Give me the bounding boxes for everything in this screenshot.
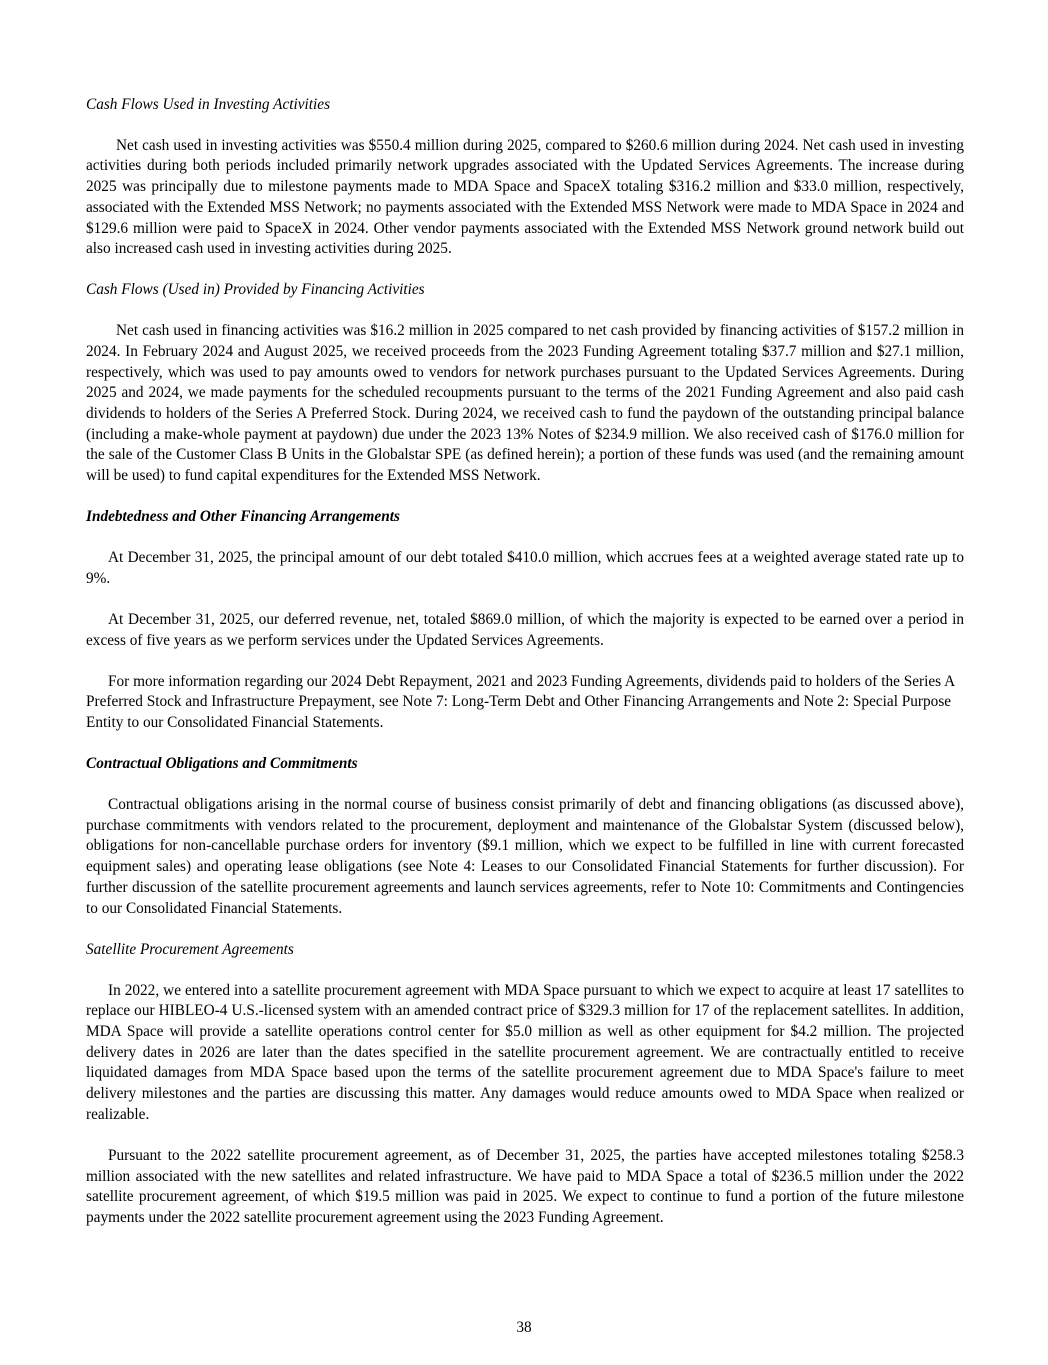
financing-heading: Cash Flows (Used in) Provided by Financing Activities (86, 281, 425, 299)
indebtedness-paragraph-1: At December 31, 2025, the principal amount of our debt totaled $410.0 million, which accrues fees at a weighted average stated rate up to 9%. (86, 548, 964, 587)
satellite-heading: Satellite Procurement Agreements (86, 940, 294, 958)
page-number: 38 (516, 1319, 532, 1336)
contractual-paragraph: Contractual obligations arising in the normal course of business consist primarily of debt and financing obligations (as discussed above), purchase commitments with vendors related to the procurement, deployment and maintenance of the Globalstar System (discussed below), obligations for non-cancellable purchase orders for inventory ($9.1 million, which we expect to be fulfilled in line with current forecasted equipment sales) and operating lease obligations (see Note 4: Leases to our Consolidated Financial Statements for further discussion). For further discussion of the satellite procurement agreements and launch services agreements, refer to Note 10: Commitments and Contingencies to our Consolidated Financial Statements. (86, 796, 964, 917)
indebtedness-heading: Indebtedness and Other Financing Arrangements (86, 508, 400, 526)
investing-heading: Cash Flows Used in Investing Activities (86, 96, 331, 113)
contractual-heading: Contractual Obligations and Commitments (86, 755, 358, 773)
indebtedness-paragraph-3: For more information regarding our 2024 Debt Repayment, 2021 and 2023 Funding Agreements, dividends paid to holders of the Series A Preferred Stock and Infrastructure Prepayment, see Note 7: Long-Term Debt and Other Financing Arrangements and Note 2: Special Purpose Entity to our Consolidated Financial Statements. (86, 672, 955, 732)
financing-paragraph: Net cash used in financing activities was $16.2 million in 2025 compared to net cash provided by financing activities of $157.2 million in 2024. In February 2024 and August 2025, we received proceeds from the 2023 Funding Agreement totaling $37.7 million and $27.1 million, respectively, which was used to pay amounts owed to vendors for network purchases pursuant to the Updated Services Agreements. During 2025 and 2024, we made payments for the scheduled recoupments pursuant to the terms of the 2021 Funding Agreement and also paid cash dividends to holders of the Series A Preferred Stock. During 2024, we received cash to fund the paydown of the outstanding principal balance (including a make-whole payment at paydown) due under the 2023 13% Notes of $234.9 million. We also received cash of $176.0 million for the sale of the Customer Class B Units in the Globalstar SPE (as defined herein); a portion of these funds was used (and the remaining amount will be used) to fund capital expenditures for the Extended MSS Network. (86, 322, 964, 485)
indebtedness-paragraph-2: At December 31, 2025, our deferred revenue, net, totaled $869.0 million, of which the majority is expected to be earned over a period in excess of five years as we perform services under the Updated Services Agreements. (86, 610, 964, 649)
satellite-paragraph-2: Pursuant to the 2022 satellite procurement agreement, as of December 31, 2025, the parties have accepted milestones totaling $258.3 million associated with the new satellites and related infrastructure. We have paid to MDA Space a total of $236.5 million under the 2022 satellite procurement agreement, of which $19.5 million was paid in 2025. We expect to continue to fund a portion of the future milestone payments under the 2022 satellite procurement agreement using the 2023 Funding Agreement. (86, 1146, 964, 1227)
document-page (86, 95, 964, 1249)
investing-paragraph: Net cash used in investing activities was $550.4 million during 2025, compared to $260.6 million during 2024. Net cash used in investing activities during both periods included primarily network upgrades associated with the Updated Services Agreements. The increase during 2025 was principally due to milestone payments made to MDA Space and SpaceX totaling $316.2 million and $33.0 million, respectively, associated with the Extended MSS Network; no payments associated with the Extended MSS Network were made to MDA Space in 2024 and $129.6 million were paid to SpaceX in 2024. Other vendor payments associated with the Extended MSS Network ground network build out also increased cash used in investing activities during 2025. (86, 136, 964, 258)
satellite-paragraph-1: In 2022, we entered into a satellite procurement agreement with MDA Space pursuant to which we expect to acquire at least 17 satellites to replace our HIBLEO-4 U.S.-licensed system with an amended contract price of $329.3 million for 17 of the replacement satellites. In addition, MDA Space will provide a satellite operations control center for $5.0 million as well as other equipment for $4.2 million. The projected delivery dates in 2026 are later than the dates specified in the satellite procurement agreement. We are contractually entitled to receive liquidated damages from MDA Space based upon the terms of the satellite procurement agreement due to MDA Space's failure to meet delivery milestones and the parties are discussing this matter. Any damages would reduce amounts owed to MDA Space when realized or realizable. (86, 981, 964, 1123)
